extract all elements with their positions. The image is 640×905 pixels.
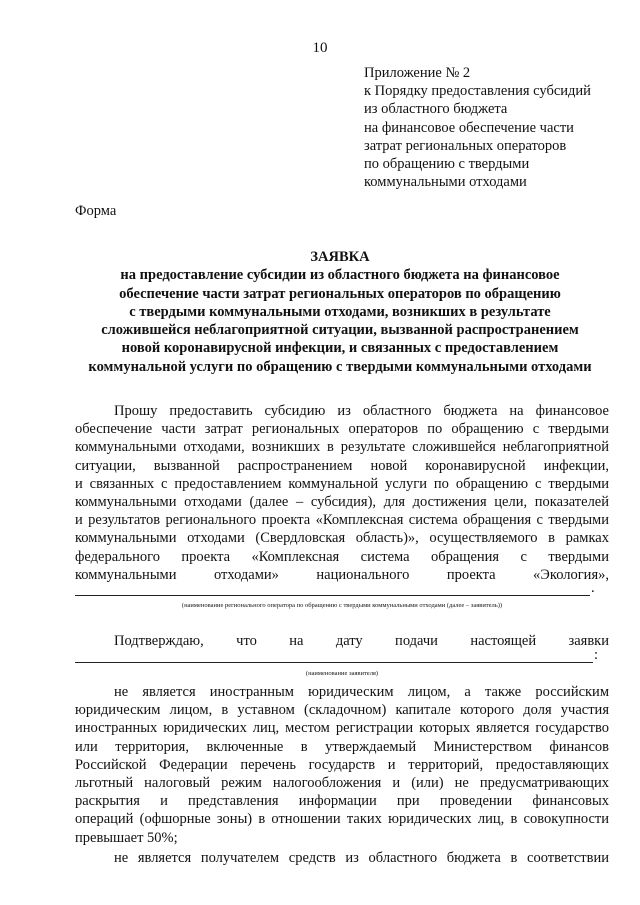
paragraph-line: обеспечение части затрат региональных операторов по обращению с твердыми: [75, 421, 609, 438]
paragraph-line: превышает 50%;: [75, 829, 178, 846]
paragraph-line: или территория, включенные в утверждаемый Министерством финансов: [75, 738, 609, 755]
title-line: сложившейся неблагоприятной ситуации, вызванной распространением: [101, 322, 579, 339]
title-line: новой коронавирусной инфекции, и связанных с предоставлением: [121, 340, 559, 357]
form-label: Форма: [75, 203, 117, 219]
paragraph-line: ситуации, вызванной распространением новой коронавирусной инфекции,: [75, 457, 609, 474]
paragraph-line: льготный налоговый режим налогообложения и (или) не предусматривающих: [75, 775, 609, 792]
page-number: 10: [312, 40, 328, 56]
title-line: коммунальной услуги по обращению с твердыми коммунальными отходами: [88, 358, 592, 375]
paragraph-line: Российской Федерации перечень государств и территорий, предоставляющих: [75, 756, 609, 773]
appendix-line: коммунальными отходами: [364, 174, 527, 191]
offshore-paragraph: [75, 683, 609, 847]
appendix-line: по обращению с твердыми: [364, 156, 530, 173]
applicant-name-fill-line: [75, 662, 593, 663]
appendix-line: затрат региональных операторов: [364, 137, 567, 154]
paragraph-line: не является получателем средств из областного бюджета в соответствии: [114, 850, 609, 866]
paragraph-line: коммунальными отходами (далее – субсидия), для достижения цели, показателей: [75, 494, 609, 511]
paragraph-line: и связанных с предоставлением коммунальной услуги по обращению с твердыми: [75, 475, 609, 492]
paragraph-line: и результатов регионального проекта «Комплексная система обращения с твердыми: [75, 512, 609, 529]
paragraph-line: Прошу предоставить субсидию из областного бюджета на финансовое: [114, 403, 609, 419]
confirm-line: Подтверждаю, что на дату подачи настоящей заявки: [114, 633, 609, 649]
title-line: на предоставление субсидии из областного бюджета на финансовое: [120, 267, 560, 284]
appendix-line: Приложение № 2: [364, 65, 471, 81]
request-paragraph: [75, 402, 609, 584]
paragraph-line: коммунальными отходами (Свердловская область)», осуществляемого в рамках: [75, 530, 609, 547]
fill-line-colon: :: [594, 647, 599, 663]
paragraph-line: коммунальными отходами» национального проекта «Экология»,: [75, 566, 609, 583]
confirm-paragraph: [75, 632, 609, 650]
title-line: с твердыми коммунальными отходами, возникших в результате: [129, 303, 551, 320]
applicant-name-caption: (наименование заявителя): [305, 670, 379, 677]
paragraph-line: раскрытия и представления информации при проведении финансовых: [75, 793, 609, 810]
appendix-line: к Порядку предоставления субсидий: [364, 83, 591, 100]
appendix-block: [364, 64, 591, 191]
operator-name-caption: (наименование регионального оператора по обращению с твердыми коммунальными отходами (далее – заявитель)): [181, 602, 503, 609]
title-line: обеспечение части затрат региональных операторов по обращению: [119, 285, 561, 302]
operator-name-fill-line: [75, 595, 590, 596]
document-title: [40, 248, 640, 376]
fill-line-period: .: [591, 580, 595, 596]
title-heading: ЗАЯВКА: [310, 249, 370, 265]
paragraph-line: не является иностранным юридическим лицом, а также российским: [114, 684, 609, 700]
paragraph-line: операций (офшорные зоны) в отношении таких юридических лиц, в совокупности: [75, 811, 609, 828]
paragraph-line: иностранных юридических лиц, местом регистрации которых является государство: [75, 720, 609, 737]
paragraph-line: федерального проекта «Комплексная система обращения с твердыми: [75, 548, 609, 565]
paragraph-line: коммунальными отходами, возникших в результате сложившейся неблагоприятной: [75, 439, 609, 456]
recipient-paragraph: [75, 849, 609, 867]
appendix-line: из областного бюджета: [364, 101, 508, 118]
appendix-line: на финансовое обеспечение части: [364, 119, 574, 136]
paragraph-line: юридическим лицом, в уставном (складочном) капитале которого доля участия: [75, 702, 609, 719]
